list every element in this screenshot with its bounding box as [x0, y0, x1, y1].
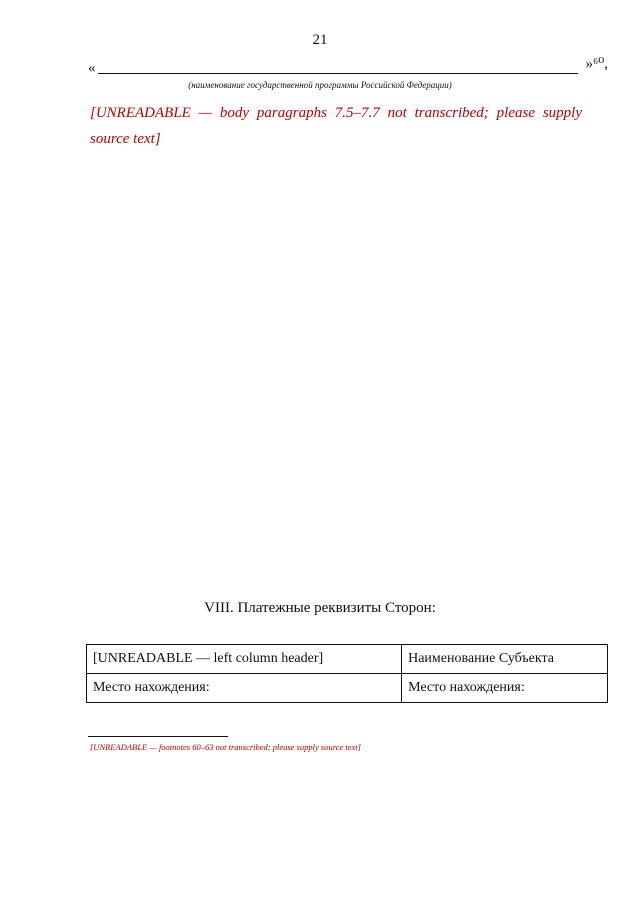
body-text: [UNREADABLE — body paragraphs 7.5–7.7 not transcribed; please supply source text]: [90, 105, 582, 147]
quote-close: »⁶⁰,: [585, 56, 608, 72]
ministry-location: Место нахождения:: [87, 674, 402, 703]
quote-open: «: [88, 60, 96, 76]
footnote-divider: [88, 736, 228, 737]
subject-location: Место нахождения:: [402, 674, 608, 703]
subject-name-header: Наименование Субъекта: [402, 645, 608, 674]
program-name-line: [88, 56, 608, 76]
program-caption: (наименование государственной программы Российской Федерации): [188, 80, 452, 90]
footnotes: [UNREADABLE — footnotes 60–63 not transcribed; please supply source text]: [90, 742, 361, 752]
table-row: [87, 674, 608, 703]
table-row: [87, 645, 608, 674]
ministry-name-header: [UNREADABLE — left column header]: [87, 645, 402, 674]
page-number: 21: [312, 32, 328, 48]
section-heading: VIII. Платежные реквизиты Сторон:: [204, 600, 436, 616]
blank-underline: [98, 73, 578, 74]
requisites-table: [86, 644, 608, 703]
